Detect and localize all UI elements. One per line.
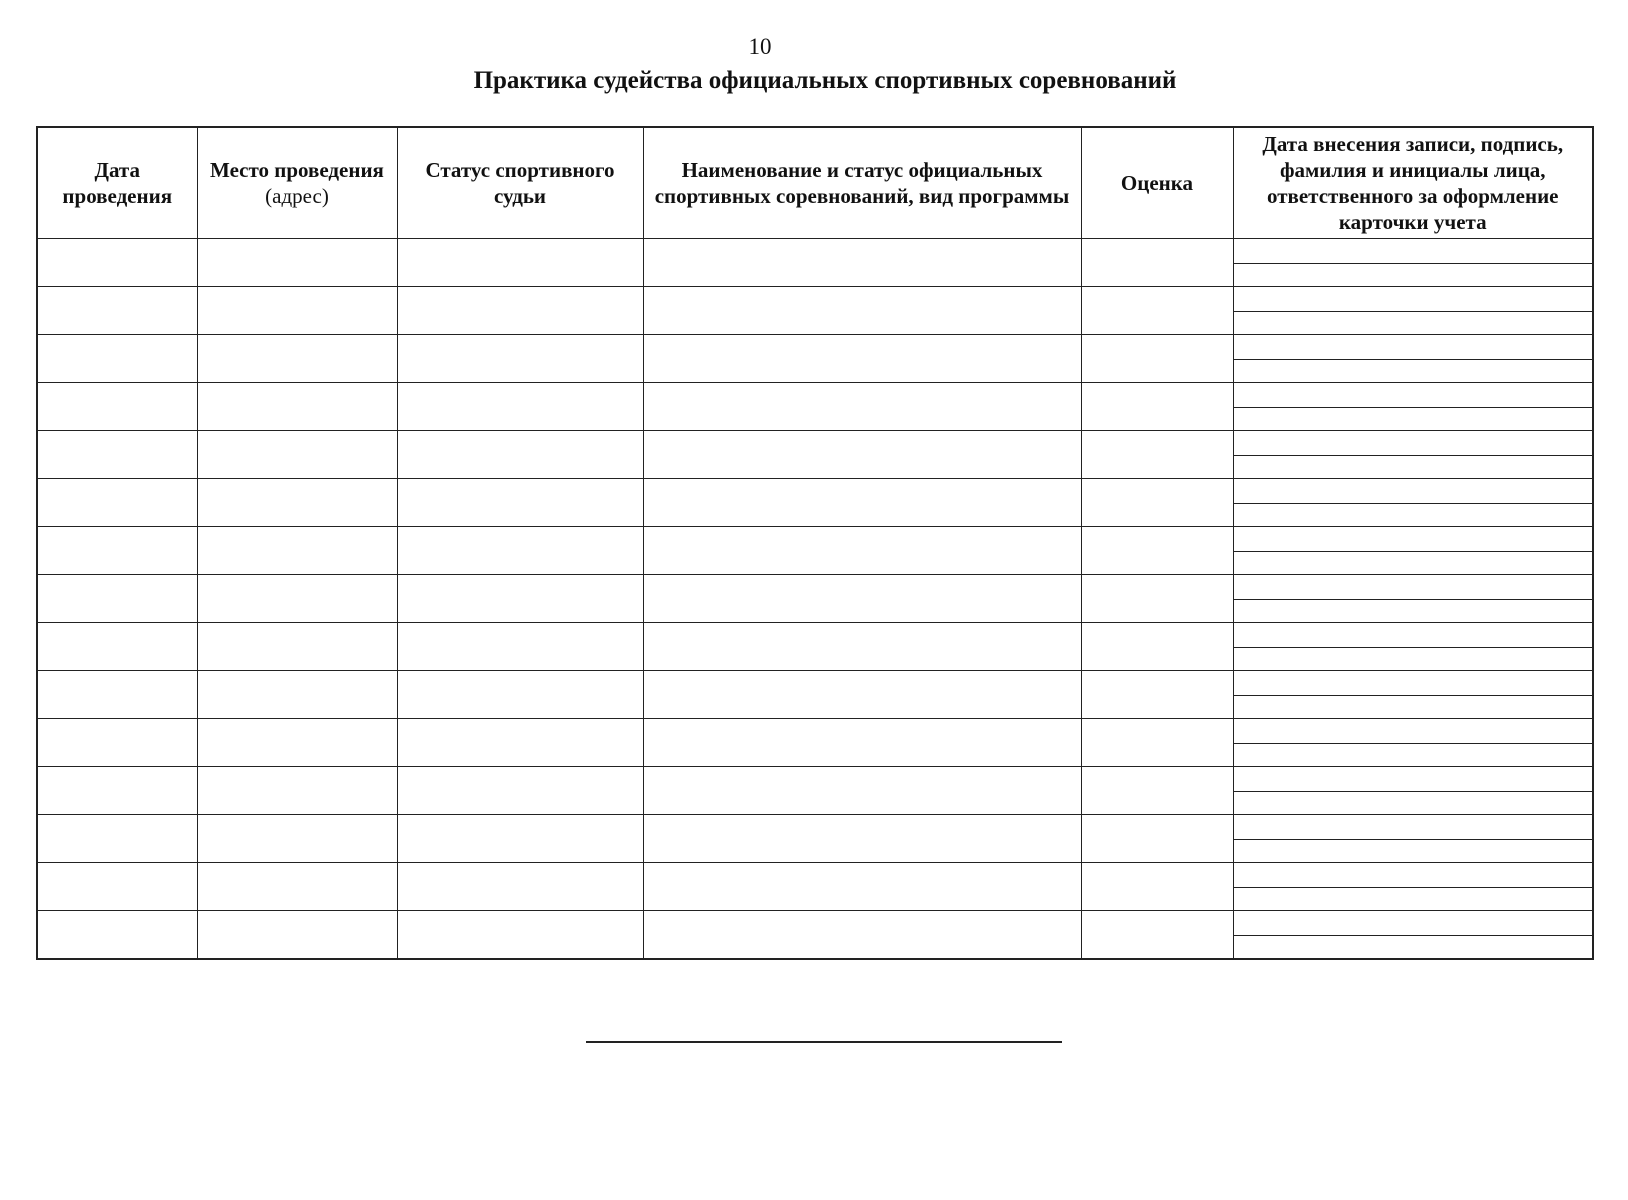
status-cell	[397, 383, 643, 431]
date-cell	[37, 863, 197, 911]
date-cell	[37, 239, 197, 287]
table-row	[37, 911, 1593, 960]
header-grade: Оценка	[1081, 127, 1233, 239]
status-cell	[397, 335, 643, 383]
record-cell-divider	[1234, 575, 1593, 600]
record-cell	[1233, 767, 1593, 815]
record-cell	[1233, 335, 1593, 383]
table-header-row	[37, 127, 1593, 239]
status-cell	[397, 671, 643, 719]
record-cell	[1233, 719, 1593, 767]
status-cell	[397, 767, 643, 815]
grade-cell	[1081, 335, 1233, 383]
status-cell	[397, 239, 643, 287]
table-row	[37, 815, 1593, 863]
header-date: Дата проведения	[37, 127, 197, 239]
status-cell	[397, 719, 643, 767]
record-cell	[1233, 287, 1593, 335]
name-status-cell	[643, 239, 1081, 287]
table-row	[37, 431, 1593, 479]
place-cell	[197, 383, 397, 431]
grade-cell	[1081, 431, 1233, 479]
grade-cell	[1081, 575, 1233, 623]
grade-cell	[1081, 623, 1233, 671]
name-status-cell	[643, 815, 1081, 863]
record-cell	[1233, 911, 1593, 960]
status-cell	[397, 575, 643, 623]
table-row	[37, 719, 1593, 767]
record-cell-divider	[1234, 623, 1593, 648]
name-status-cell	[643, 335, 1081, 383]
date-cell	[37, 527, 197, 575]
table-row	[37, 671, 1593, 719]
date-cell	[37, 335, 197, 383]
page-number: 10	[748, 34, 772, 59]
name-status-cell	[643, 527, 1081, 575]
place-cell	[197, 911, 397, 960]
record-cell-divider	[1234, 863, 1593, 888]
grade-cell	[1081, 527, 1233, 575]
grade-cell	[1081, 239, 1233, 287]
status-cell	[397, 431, 643, 479]
place-cell	[197, 239, 397, 287]
record-cell	[1233, 383, 1593, 431]
status-cell	[397, 863, 643, 911]
header-place-note: (адрес)	[265, 184, 329, 208]
date-cell	[37, 671, 197, 719]
grade-cell	[1081, 719, 1233, 767]
record-cell-divider	[1234, 527, 1593, 552]
status-cell	[397, 527, 643, 575]
date-cell	[37, 623, 197, 671]
name-status-cell	[643, 911, 1081, 960]
record-cell-divider	[1234, 287, 1593, 312]
name-status-cell	[643, 287, 1081, 335]
record-cell-divider	[1234, 383, 1593, 408]
table-row	[37, 335, 1593, 383]
place-cell	[197, 623, 397, 671]
grade-cell	[1081, 815, 1233, 863]
record-cell	[1233, 575, 1593, 623]
record-cell-divider	[1234, 911, 1593, 936]
header-status: Статус спортивного судьи	[397, 127, 643, 239]
signature-line	[586, 1041, 1062, 1043]
table-row	[37, 623, 1593, 671]
place-cell	[197, 527, 397, 575]
status-cell	[397, 479, 643, 527]
record-cell-divider	[1234, 239, 1593, 264]
place-cell	[197, 479, 397, 527]
place-cell	[197, 287, 397, 335]
record-cell	[1233, 815, 1593, 863]
date-cell	[37, 575, 197, 623]
table-row	[37, 767, 1593, 815]
record-cell	[1233, 527, 1593, 575]
record-cell-divider	[1234, 335, 1593, 360]
record-cell-divider	[1234, 719, 1593, 744]
record-cell-divider	[1234, 767, 1593, 792]
grade-cell	[1081, 767, 1233, 815]
name-status-cell	[643, 479, 1081, 527]
name-status-cell	[643, 767, 1081, 815]
record-cell	[1233, 239, 1593, 287]
status-cell	[397, 815, 643, 863]
place-cell	[197, 671, 397, 719]
name-status-cell	[643, 383, 1081, 431]
record-cell	[1233, 671, 1593, 719]
table-row	[37, 863, 1593, 911]
grade-cell	[1081, 383, 1233, 431]
place-cell	[197, 431, 397, 479]
name-status-cell	[643, 863, 1081, 911]
record-cell	[1233, 431, 1593, 479]
record-cell-divider	[1234, 671, 1593, 696]
table-row	[37, 479, 1593, 527]
place-cell	[197, 719, 397, 767]
name-status-cell	[643, 623, 1081, 671]
date-cell	[37, 287, 197, 335]
grade-cell	[1081, 911, 1233, 960]
date-cell	[37, 815, 197, 863]
date-cell	[37, 911, 197, 960]
date-cell	[37, 719, 197, 767]
status-cell	[397, 911, 643, 960]
grade-cell	[1081, 671, 1233, 719]
page-title: Практика судейства официальных спортивных соревнований	[473, 67, 1177, 94]
record-cell	[1233, 623, 1593, 671]
record-cell	[1233, 863, 1593, 911]
table-body	[37, 239, 1593, 960]
name-status-cell	[643, 671, 1081, 719]
date-cell	[37, 431, 197, 479]
place-cell	[197, 767, 397, 815]
table-row	[37, 239, 1593, 287]
grade-cell	[1081, 287, 1233, 335]
name-status-cell	[643, 431, 1081, 479]
header-place	[197, 127, 397, 239]
record-cell	[1233, 479, 1593, 527]
grade-cell	[1081, 479, 1233, 527]
name-status-cell	[643, 575, 1081, 623]
record-cell-divider	[1234, 479, 1593, 504]
judging-practice-table	[36, 126, 1594, 960]
table-row	[37, 575, 1593, 623]
place-cell	[197, 575, 397, 623]
grade-cell	[1081, 863, 1233, 911]
record-cell-divider	[1234, 431, 1593, 456]
place-cell	[197, 815, 397, 863]
place-cell	[197, 863, 397, 911]
header-record: Дата внесения записи, подпись, фамилия и инициалы лица, ответственного за оформление карточки учета	[1233, 127, 1593, 239]
table-row	[37, 383, 1593, 431]
record-cell-divider	[1234, 815, 1593, 840]
status-cell	[397, 623, 643, 671]
place-cell	[197, 335, 397, 383]
name-status-cell	[643, 719, 1081, 767]
date-cell	[37, 767, 197, 815]
table-row	[37, 287, 1593, 335]
date-cell	[37, 479, 197, 527]
header-place-label: Место проведения	[210, 158, 384, 182]
table-row	[37, 527, 1593, 575]
date-cell	[37, 383, 197, 431]
header-name-status: Наименование и статус официальных спортивных соревнований, вид программы	[643, 127, 1081, 239]
status-cell	[397, 287, 643, 335]
